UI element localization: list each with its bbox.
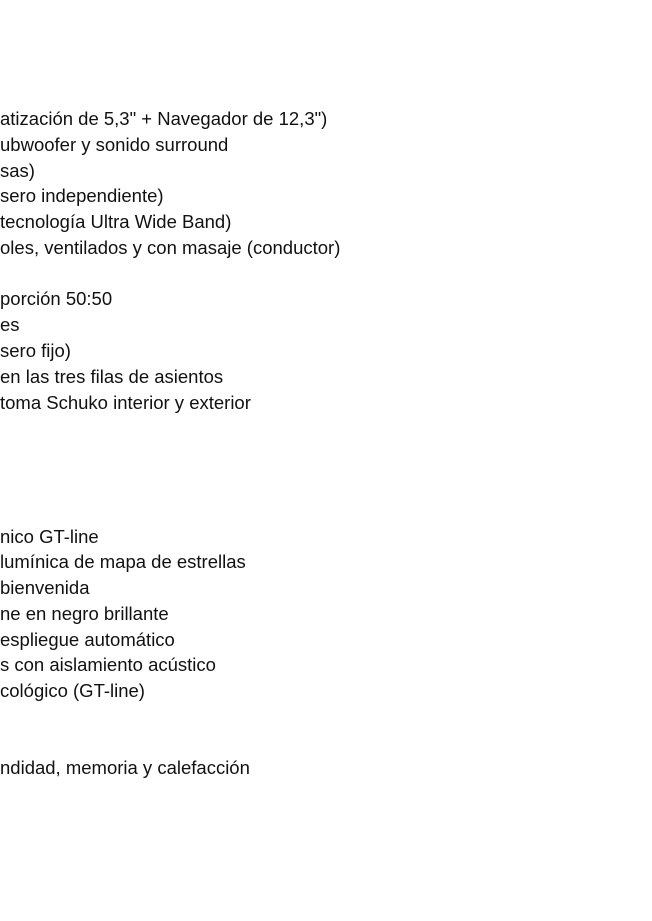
text-line: sero fijo) — [0, 340, 71, 361]
text-line: porción 50:50 — [0, 288, 113, 309]
text-line: ndidad, memoria y calefacción — [0, 757, 250, 778]
text-line: ubwoofer y sonido surround — [0, 134, 229, 155]
text-line: en las tres filas de asientos — [0, 366, 224, 387]
text-line: tecnología Ultra Wide Band) — [0, 211, 232, 232]
text-line: lumínica de mapa de estrellas — [0, 551, 246, 572]
text-line: bienvenida — [0, 577, 90, 598]
text-line: nico GT-line — [0, 526, 99, 547]
text-line: es — [0, 314, 20, 335]
text-line: espliegue automático — [0, 629, 175, 650]
text-line: toma Schuko interior y exterior — [0, 392, 251, 413]
text-line: sas) — [0, 160, 35, 181]
text-line: s con aislamiento acústico — [0, 654, 216, 675]
text-line: ne en negro brillante — [0, 603, 169, 624]
text-line: oles, ventilados y con masaje (conductor) — [0, 237, 341, 258]
text-line: cológico (GT-line) — [0, 680, 145, 701]
text-line: sero independiente) — [0, 185, 164, 206]
text-line: atización de 5,3" + Navegador de 12,3") — [0, 108, 328, 129]
